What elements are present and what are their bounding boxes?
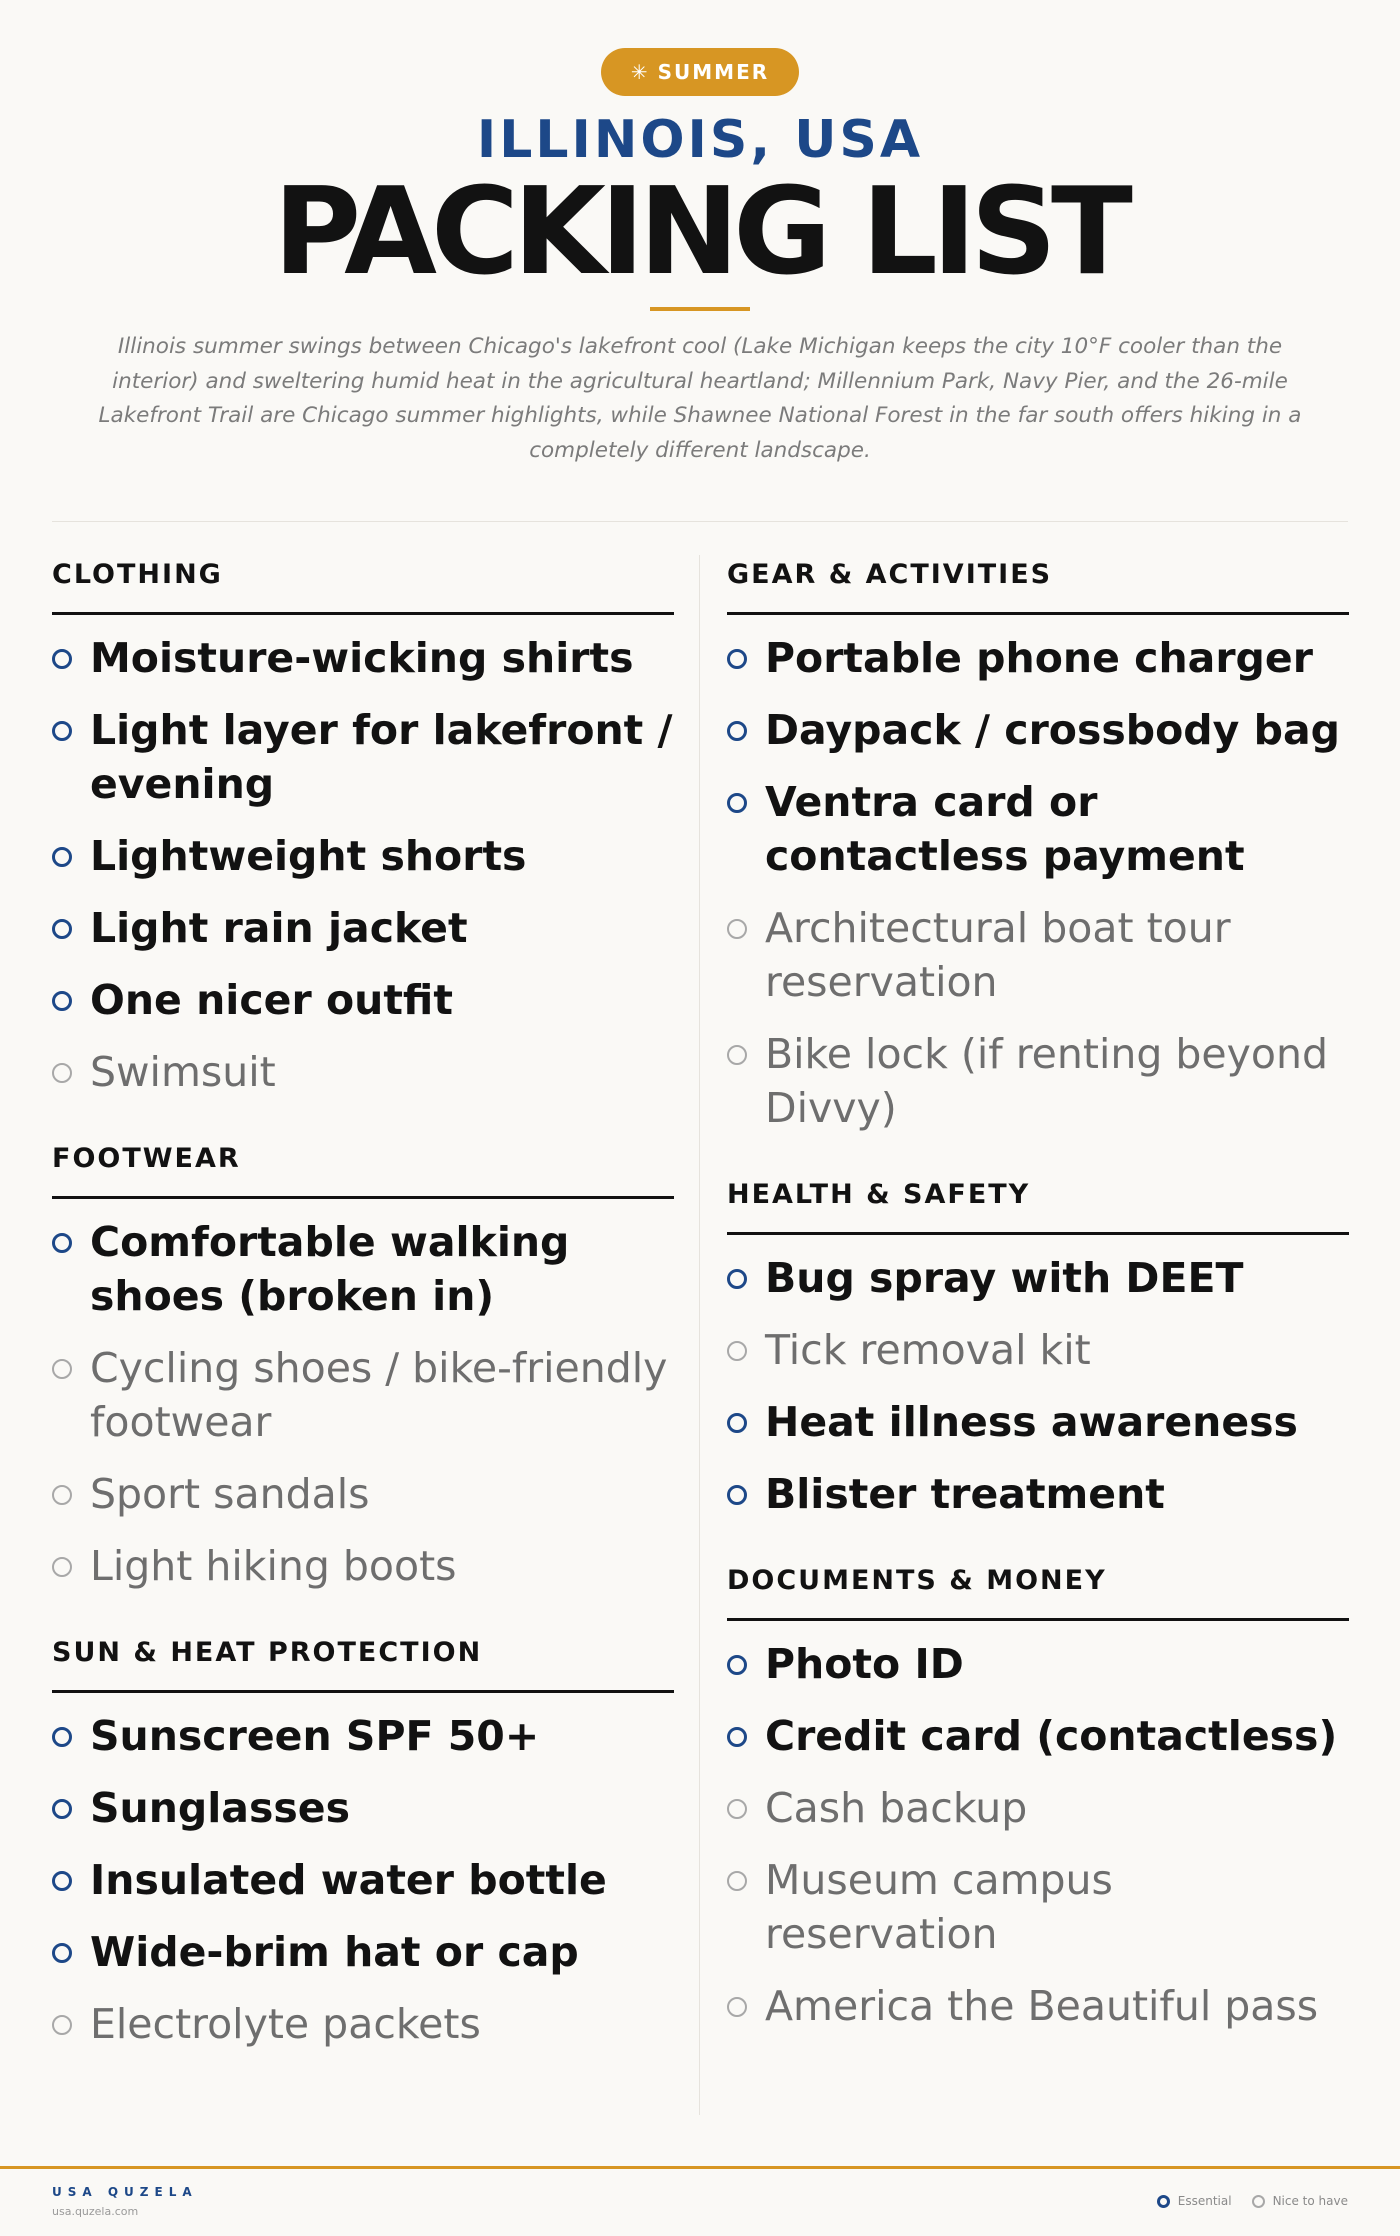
checklist-item[interactable] (727, 901, 1349, 1009)
checklist-item[interactable] (52, 631, 674, 685)
checklist-item[interactable] (727, 1323, 1349, 1377)
checklist-item-label: Sport sandals (90, 1470, 370, 1518)
intro-text: Illinois summer swings between Chicago's lakefront cool (Lake Michigan keeps the city 10°F cooler than the interior) and sweltering humid heat in the agricultural heartland; Millennium Park, Navy Pier, and the 26-mile Lakefront Trail are Chicago summer highlights, while Shawnee National Forest in the far south offers hiking in a completely different landscape. (98, 334, 1302, 463)
checklist-item-label: Sunscreen SPF 50+ (90, 1712, 540, 1760)
checklist-item-label: Lightweight shorts (90, 832, 527, 880)
season-label: SUMMER (657, 60, 770, 84)
checklist-item[interactable] (727, 1395, 1349, 1449)
section-title: FOOTWEAR (52, 1143, 674, 1199)
checklist-item[interactable] (727, 703, 1349, 757)
nice-circle-icon[interactable] (52, 1485, 72, 1505)
essential-circle-icon[interactable] (52, 919, 72, 939)
checklist-item[interactable] (52, 1539, 674, 1593)
essential-circle-icon[interactable] (52, 1727, 72, 1747)
checklist-item-label: Cash backup (765, 1784, 1028, 1832)
checklist-item-label: Wide-brim hat or cap (90, 1928, 579, 1976)
essential-circle-icon[interactable] (52, 649, 72, 669)
legend-nice (1252, 2194, 1348, 2208)
packing-section (727, 1565, 1349, 2033)
nice-circle-icon[interactable] (52, 1359, 72, 1379)
checklist-item[interactable] (52, 901, 674, 955)
brand-url: usa.quzela.com (52, 2205, 139, 2218)
essential-circle-icon[interactable] (727, 1413, 747, 1433)
title-accent-line (650, 307, 750, 311)
checklist-item[interactable] (52, 1925, 674, 1979)
item-list (52, 1709, 674, 2051)
nice-circle-icon[interactable] (52, 1063, 72, 1083)
nice-circle-icon[interactable] (727, 1871, 747, 1891)
essential-circle-icon[interactable] (52, 847, 72, 867)
checklist-item-label: Light hiking boots (90, 1542, 457, 1590)
nice-circle-icon[interactable] (52, 1557, 72, 1577)
checklist-item-label: Bike lock (if renting beyond Divvy) (765, 1030, 1328, 1132)
checklist-item-label: Swimsuit (90, 1048, 276, 1096)
checklist-item-label: Electrolyte packets (90, 2000, 481, 2048)
checklist-item[interactable] (727, 1027, 1349, 1135)
section-title: GEAR & ACTIVITIES (727, 559, 1349, 615)
checklist-item[interactable] (52, 1781, 674, 1835)
checklist-item-label: Photo ID (765, 1640, 964, 1688)
checklist-item[interactable] (52, 973, 674, 1027)
packing-section (52, 1143, 674, 1593)
checklist-item[interactable] (52, 829, 674, 883)
essential-circle-icon[interactable] (52, 1943, 72, 1963)
checklist-item[interactable] (727, 1979, 1349, 2033)
checklist-item[interactable] (52, 1045, 674, 1099)
nice-circle-icon[interactable] (727, 1799, 747, 1819)
checklist-item[interactable] (52, 1853, 674, 1907)
checklist-item-label: Insulated water bottle (90, 1856, 607, 1904)
footer-divider (0, 2166, 1400, 2169)
left-column (52, 555, 674, 2095)
checklist-item-label: America the Beautiful pass (765, 1982, 1319, 2030)
essential-circle-icon (1157, 2195, 1170, 2208)
checklist-item[interactable] (727, 775, 1349, 883)
legend-essential-label: Essential (1177, 2194, 1232, 2208)
essential-circle-icon[interactable] (727, 793, 747, 813)
checklist-item-label: Bug spray with DEET (765, 1254, 1244, 1302)
item-list (727, 631, 1349, 1135)
checklist-item-label: Credit card (contactless) (765, 1712, 1338, 1760)
checklist-item[interactable] (52, 1215, 674, 1323)
item-list (52, 631, 674, 1099)
essential-circle-icon[interactable] (52, 1871, 72, 1891)
checklist-item-label: Heat illness awareness (765, 1398, 1298, 1446)
essential-circle-icon[interactable] (52, 721, 72, 741)
nice-circle-icon[interactable] (52, 2015, 72, 2035)
checklist-item[interactable] (52, 1467, 674, 1521)
section-title: DOCUMENTS & MONEY (727, 1565, 1349, 1621)
essential-circle-icon[interactable] (727, 649, 747, 669)
brand-name: USA QUZELA (52, 2185, 198, 2199)
essential-circle-icon[interactable] (727, 1655, 747, 1675)
packing-section (727, 559, 1349, 1135)
checklist-item[interactable] (727, 1853, 1349, 1961)
nice-circle-icon[interactable] (727, 919, 747, 939)
checklist-item-label: Light layer for lakefront / evening (90, 706, 673, 808)
checklist-item[interactable] (727, 1637, 1349, 1691)
checklist-item-label: Architectural boat tour reservation (765, 904, 1231, 1006)
checklist-item-label: Moisture-wicking shirts (90, 634, 634, 682)
essential-circle-icon[interactable] (727, 1485, 747, 1505)
column-divider (699, 555, 700, 2115)
checklist-item-label: Museum campus reservation (765, 1856, 1113, 1958)
checklist-item-label: Ventra card or contactless payment (765, 778, 1245, 880)
checklist-item[interactable] (52, 1997, 674, 2051)
checklist-item[interactable] (52, 703, 674, 811)
item-list (52, 1215, 674, 1593)
legend (1157, 2194, 1348, 2208)
checklist-item[interactable] (727, 631, 1349, 685)
page-title: PACKING LIST (273, 163, 1127, 302)
checklist-item-label: Tick removal kit (765, 1326, 1091, 1374)
packing-section (52, 1637, 674, 2051)
packing-section (727, 1179, 1349, 1521)
checklist-item[interactable] (727, 1781, 1349, 1835)
section-title: SUN & HEAT PROTECTION (52, 1637, 674, 1693)
checklist-item-label: Light rain jacket (90, 904, 468, 952)
section-title: CLOTHING (52, 559, 674, 615)
essential-circle-icon[interactable] (52, 1233, 72, 1253)
season-badge (601, 48, 799, 96)
section-title: HEALTH & SAFETY (727, 1179, 1349, 1235)
checklist-item[interactable] (727, 1467, 1349, 1521)
item-list (727, 1251, 1349, 1521)
state-heading: ILLINOIS, USA (476, 110, 924, 170)
checklist-item-label: Blister treatment (765, 1470, 1165, 1518)
nice-circle-icon[interactable] (727, 1045, 747, 1065)
checklist-item-label: Daypack / crossbody bag (765, 706, 1341, 754)
legend-essential (1157, 2194, 1232, 2208)
checklist-item[interactable] (727, 1251, 1349, 1305)
legend-nice-label: Nice to have (1272, 2194, 1348, 2208)
essential-circle-icon[interactable] (727, 1727, 747, 1747)
essential-circle-icon[interactable] (52, 991, 72, 1011)
checklist-item[interactable] (727, 1709, 1349, 1763)
checklist-item-label: Comfortable walking shoes (broken in) (90, 1218, 570, 1320)
checklist-item-label: Cycling shoes / bike-friendly footwear (90, 1344, 668, 1446)
right-column (727, 555, 1349, 2077)
header-divider (52, 521, 1348, 522)
item-list (727, 1637, 1349, 2033)
essential-circle-icon[interactable] (52, 1799, 72, 1819)
checklist-item[interactable] (52, 1341, 674, 1449)
checklist-item-label: Sunglasses (90, 1784, 350, 1832)
checklist-item-label: Portable phone charger (765, 634, 1313, 682)
sun-icon: ✳ (630, 60, 650, 84)
nice-circle-icon[interactable] (727, 1341, 747, 1361)
checklist-item-label: One nicer outfit (90, 976, 453, 1024)
packing-section (52, 559, 674, 1099)
essential-circle-icon[interactable] (727, 1269, 747, 1289)
checklist-item[interactable] (52, 1709, 674, 1763)
essential-circle-icon[interactable] (727, 721, 747, 741)
nice-circle-icon[interactable] (727, 1997, 747, 2017)
nice-circle-icon (1252, 2195, 1265, 2208)
